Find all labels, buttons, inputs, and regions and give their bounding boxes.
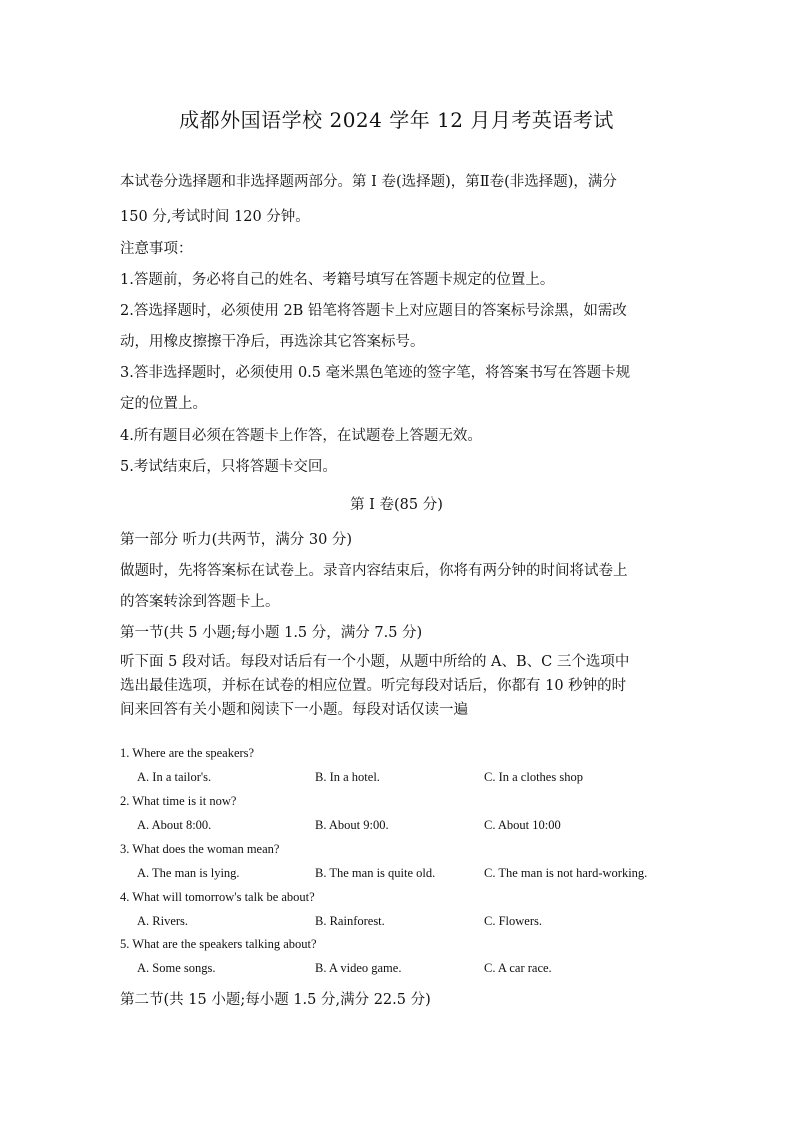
question-2-option-c: C. About 10:00 — [484, 818, 561, 832]
instruction-line-1: 做题时，先将答案标在试卷上。录音内容结束后，你将有两分钟的时间将试卷上 — [120, 563, 628, 579]
note-2-line-2: 动，用橡皮擦擦干净后，再选涂其它答案标号。 — [120, 334, 425, 350]
question-2-option-b: B. About 9:00. — [315, 818, 389, 832]
question-4-option-a: A. Rivers. — [137, 914, 189, 928]
question-1-option-c: C. In a clothes shop — [484, 770, 583, 784]
question-4-option-c: C. Flowers. — [484, 914, 542, 928]
question-3-option-a: A. The man is lying. — [137, 866, 240, 880]
question-3-option-b: B. The man is quite old. — [315, 866, 436, 880]
question-2-option-a: A. About 8:00. — [137, 818, 212, 832]
note-2-line-1: 2.答选择题时，必须使用 2B 铅笔将答题卡上对应题目的答案标号涂黑，如需改 — [120, 303, 627, 319]
question-5: 5. What are the speakers talking about? — [120, 937, 317, 951]
note-3-line-1: 3.答非选择题时，必须使用 0.5 毫米黑色笔迹的签字笔，将答案书写在答题卡规 — [120, 365, 631, 381]
question-3: 3. What does the woman mean? — [120, 842, 280, 856]
note-3-line-2: 定的位置上。 — [120, 396, 207, 412]
subsection-1-line-2: 选出最佳选项，并标在试卷的相应位置。听完每段对话后，你都有 10 秒钟的时 — [120, 678, 627, 694]
subsection-2-heading: 第二节(共 15 小题;每小题 1.5 分,满分 22.5 分) — [120, 992, 431, 1008]
notes-heading: 注意事项： — [120, 241, 193, 257]
question-4: 4. What will tomorrow's talk be about? — [120, 890, 315, 904]
question-5-option-b: B. A video game. — [315, 961, 402, 975]
question-1: 1. Where are the speakers? — [120, 746, 255, 760]
question-1-option-b: B. In a hotel. — [315, 770, 380, 784]
note-4: 4.所有题目必须在答题卡上作答，在试题卷上答题无效。 — [120, 428, 482, 444]
part-heading: 第一部分 听力(共两节，满分 30 分) — [120, 532, 353, 548]
instruction-line-2: 的答案转涂到答题卡上。 — [120, 594, 280, 610]
question-5-option-c: C. A car race. — [484, 961, 552, 975]
question-3-option-c: C. The man is not hard-working. — [484, 866, 648, 880]
question-5-option-a: A. Some songs. — [137, 961, 216, 975]
intro-line-2: 150 分,考试时间 120 分钟。 — [120, 209, 310, 225]
subsection-1-line-1: 听下面 5 段对话。每段对话后有一个小题，从题中所给的 A、B、C 三个选项中 — [120, 654, 630, 670]
subsection-1-line-3: 间来回答有关小题和阅读下一小题。每段对话仅读一遍 — [120, 702, 468, 718]
subsection-1-heading: 第一节(共 5 小题;每小题 1.5 分，满分 7.5 分) — [120, 625, 423, 641]
note-1: 1.答题前，务必将自己的姓名、考籍号填写在答题卡规定的位置上。 — [120, 272, 555, 288]
question-4-option-b: B. Rainforest. — [315, 914, 385, 928]
question-1-option-a: A. In a tailor's. — [137, 770, 212, 784]
question-2: 2. What time is it now? — [120, 794, 237, 808]
note-5: 5.考试结束后，只将答题卡交回。 — [120, 459, 337, 475]
section-heading: 第 I 卷(85 分) — [350, 497, 443, 513]
intro-line-1: 本试卷分选择题和非选择题两部分。第 I 卷(选择题)，第Ⅱ卷(非选择题)，满分 — [120, 174, 617, 190]
exam-title: 成都外国语学校 2024 学年 12 月月考英语考试 — [179, 108, 614, 132]
